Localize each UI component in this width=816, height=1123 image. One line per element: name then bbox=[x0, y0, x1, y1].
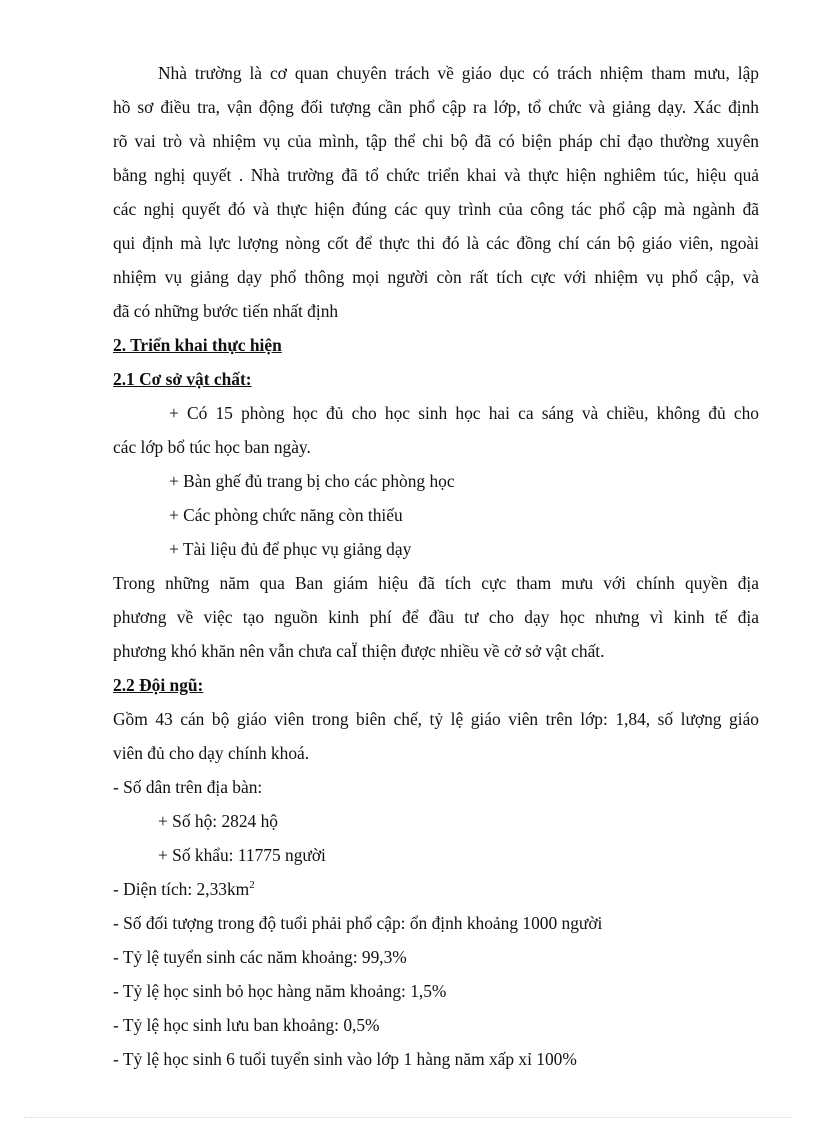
area-label: - Diện tích: 2,33km bbox=[113, 879, 250, 899]
facility-item-continuation: các lớp bổ túc học ban ngày. bbox=[113, 437, 311, 457]
paragraph-line: rõ vai trò và nhiệm vụ của mình, tập thể chi bộ đã có biện pháp chỉ đạo thường xuyên bbox=[113, 131, 759, 151]
paragraph-line: đã có những bước tiến nhất định bbox=[113, 301, 339, 321]
section-heading: 2. Triển khai thực hiện bbox=[113, 335, 282, 355]
page-bottom-rule bbox=[24, 1117, 792, 1118]
area-line bbox=[113, 872, 759, 906]
stat-line: - Tỷ lệ học sinh 6 tuổi tuyển sinh vào lớp 1 hàng năm xấp xỉ 100% bbox=[113, 1049, 577, 1069]
paragraph-line: phương về việc tạo nguồn kinh phí để đầu tư cho dạy học nhưng vì kinh tế địa bbox=[113, 607, 759, 627]
facility-item: + Có 15 phòng học đủ cho học sinh học hai ca sáng và chiều, không đủ cho bbox=[169, 403, 759, 423]
subsection-heading-facilities: 2.1 Cơ sở vật chất: bbox=[113, 369, 252, 389]
facility-item: + Bàn ghế đủ trang bị cho các phòng học bbox=[169, 471, 455, 491]
population-label: - Số dân trên địa bàn: bbox=[113, 777, 263, 797]
stat-line: - Số đối tượng trong độ tuổi phải phổ cập: ổn định khoảng 1000 người bbox=[113, 913, 603, 933]
facility-item: + Các phòng chức năng còn thiếu bbox=[169, 505, 403, 525]
paragraph-line: hồ sơ điều tra, vận động đối tượng cần phổ cập ra lớp, tổ chức và giảng dạy. Xác định bbox=[113, 97, 759, 117]
paragraph-line: qui định mà lực lượng nòng cốt để thực thi đó là các đồng chí cán bộ giáo viên, ngoài bbox=[113, 233, 759, 253]
residents-item: + Số khẩu: 11775 người bbox=[158, 845, 326, 865]
paragraph-line: Trong những năm qua Ban giám hiệu đã tích cực tham mưu với chính quyền địa bbox=[113, 573, 759, 593]
staff-line: Gồm 43 cán bộ giáo viên trong biên chế, tỷ lệ giáo viên trên lớp: 1,84, số lượng giáo bbox=[113, 709, 759, 729]
facility-item: + Tài liệu đủ để phục vụ giảng dạy bbox=[169, 539, 412, 559]
paragraph-line: Nhà trường là cơ quan chuyên trách về giáo dục có trách nhiệm tham mưu, lập bbox=[158, 63, 759, 83]
area-superscript: 2 bbox=[249, 879, 255, 892]
paragraph-line: nhiệm vụ giảng dạy phổ thông mọi người còn rất tích cực với nhiệm vụ phổ cập, và bbox=[113, 267, 759, 287]
subsection-heading-staff: 2.2 Đội ngũ: bbox=[113, 675, 204, 695]
document-page bbox=[113, 56, 759, 1076]
paragraph-line: các nghị quyết đó và thực hiện đúng các quy trình của công tác phổ cập mà ngành đã bbox=[113, 199, 759, 219]
households-item: + Số hộ: 2824 hộ bbox=[158, 811, 278, 831]
paragraph-line: bằng nghị quyết . Nhà trường đã tổ chức triển khai và thực hiện nghiêm túc, hiệu quả bbox=[113, 165, 759, 185]
paragraph-line: phương khó khăn nên vẫn chưa caÏ thiện được nhiều về cở sở vật chất. bbox=[113, 641, 605, 661]
stat-line: - Tỷ lệ học sinh bỏ học hàng năm khoảng: 1,5% bbox=[113, 981, 447, 1001]
staff-line: viên đủ cho dạy chính khoá. bbox=[113, 743, 310, 763]
stat-line: - Tỷ lệ tuyển sinh các năm khoảng: 99,3% bbox=[113, 947, 407, 967]
stat-line: - Tỷ lệ học sinh lưu ban khoảng: 0,5% bbox=[113, 1015, 380, 1035]
